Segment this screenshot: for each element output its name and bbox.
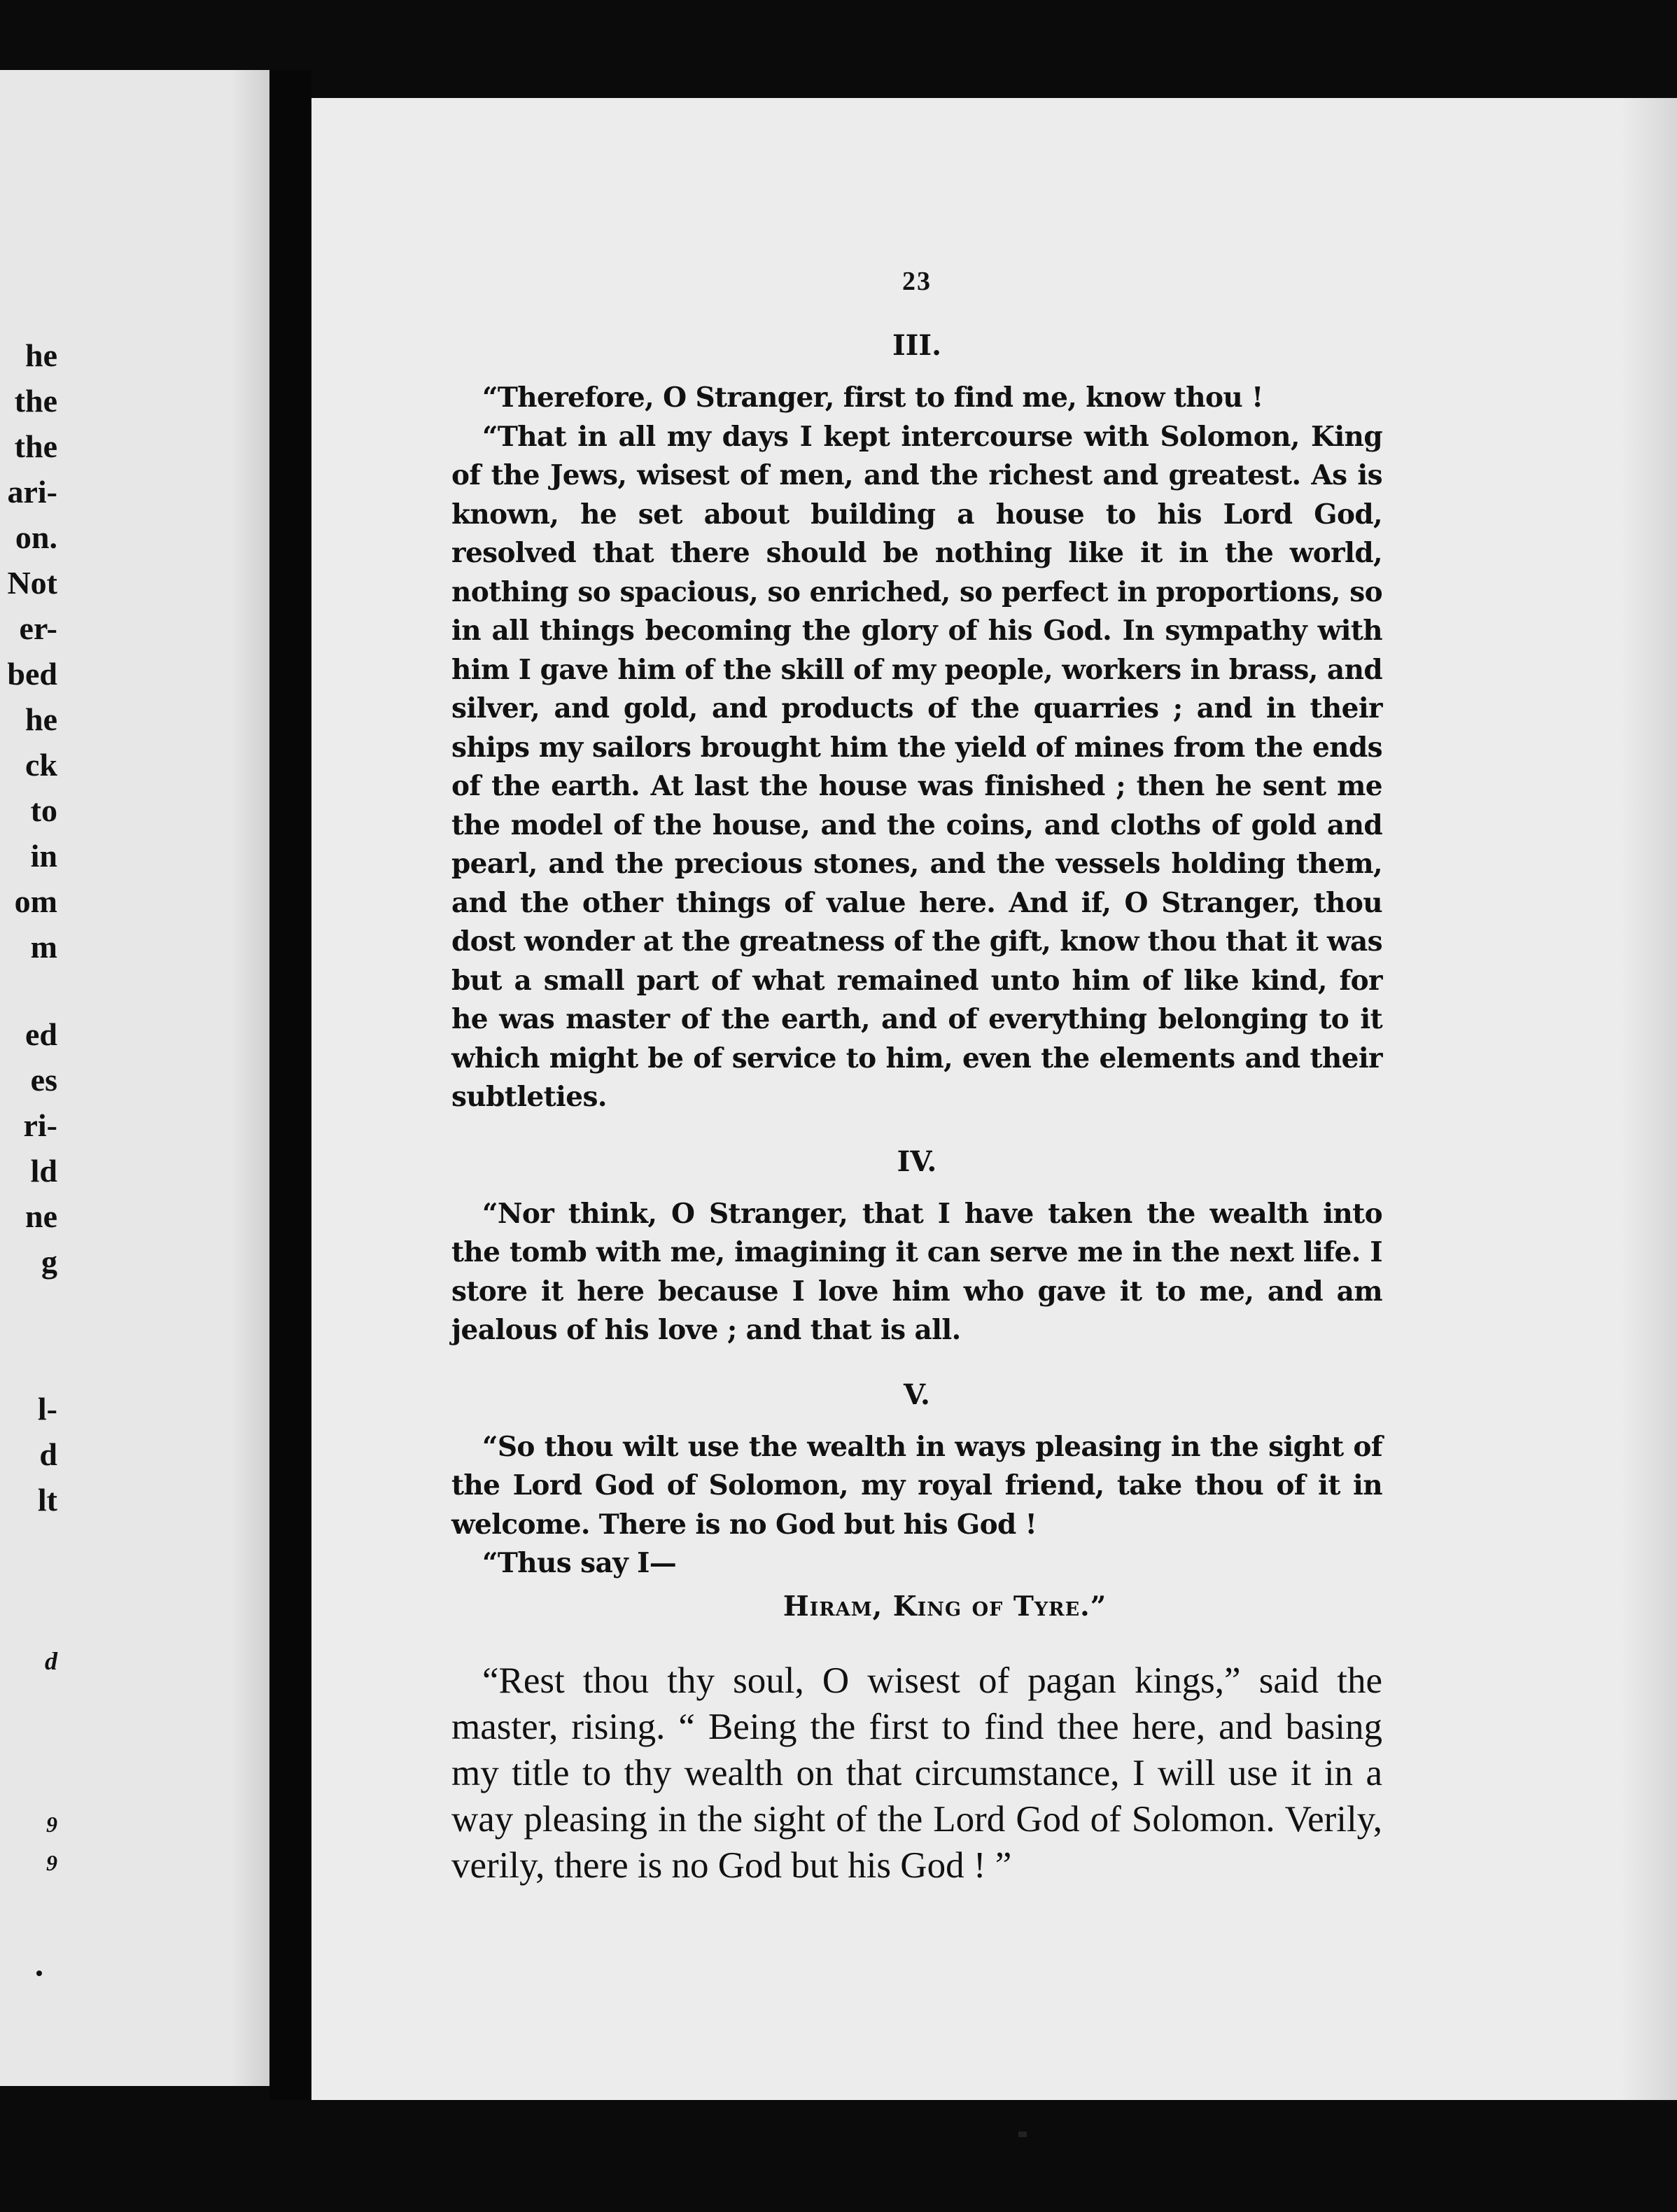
page-number: 23 <box>902 267 932 296</box>
left-page-text-fragments <box>0 70 269 2086</box>
left-fragment: ck <box>25 747 57 783</box>
left-fragment: the <box>14 383 57 419</box>
left-fragment: on. <box>15 519 57 555</box>
left-fragment: m <box>30 929 57 965</box>
left-fragment: 9 <box>46 1812 57 1837</box>
left-facing-page <box>0 70 269 2086</box>
paragraph: “That in all my days I kept intercourse with Solomon, King of the Jews, wisest of men, and the richest and greatest. As is known, he set about building a house to his Lord God, resolved that there should be nothing like it in the world, nothing so spacious, so enriched, so perfect in proportions, so in all things becoming the glory of his God. In sympathy with him I gave him of the skill of my people, workers in brass, and silver, and gold, and products of the quarries ; and in their ships my sailors brought him the yield of mines from the ends of the earth. At last the house was finished ; then he sent me the model of the house, and the coins, and cloths of gold and pearl, and the precious stones, and the vessels holding them, and the other things of value here. And if, O Stranger, thou dost wonder at the greatness of the gift, know thou that it was but a small part of what remained unto him of like kind, for he was master of the earth, and of everything belonging to it which might be of service to him, even the elements and their subtleties. <box>451 420 1382 1113</box>
left-fragment: er- <box>19 610 57 646</box>
paragraph: “So thou wilt use the wealth in ways pleasing in the sight of the Lord God of Solomon, my royal friend, take thou of it in welcome. There is no God but his God ! <box>451 1430 1382 1541</box>
section-body <box>451 1195 1382 1350</box>
left-fragment: d <box>45 1647 57 1675</box>
section-heading: V. <box>904 1378 930 1411</box>
left-fragment: ld <box>30 1153 57 1189</box>
right-page <box>311 98 1677 2100</box>
left-fragment: Not <box>7 565 57 601</box>
left-fragment: d <box>39 1436 57 1472</box>
section-iii <box>451 329 1382 1117</box>
signature: Hiram, King of Tyre.” <box>783 1590 1107 1623</box>
left-fragment: es <box>30 1062 57 1098</box>
left-fragment: ri- <box>23 1107 57 1143</box>
left-fragment: he <box>25 701 57 737</box>
section-v <box>451 1378 1382 1583</box>
left-fragment: g <box>41 1244 57 1280</box>
left-fragment: lt <box>37 1482 57 1518</box>
left-fragment: bed <box>7 656 57 692</box>
section-heading: III. <box>892 329 942 362</box>
left-fragment: 9 <box>46 1850 57 1875</box>
section-body <box>451 1428 1382 1583</box>
page-content <box>451 266 1382 1889</box>
paragraph: “Rest thou thy soul, O wisest of pagan kings,” said the master, rising. “ Being the first to find thee here, and basing my title to thy wealth on that circumstance, I will use it in a way pleasing in the sight of the Lord God of Solomon. Verily, verily, there is no God but his God ! ” <box>451 1660 1382 1886</box>
left-fragment: he <box>25 337 57 373</box>
left-fragment: om <box>14 883 57 919</box>
left-fragment: ne <box>25 1198 57 1234</box>
right-page-edge-shadow <box>1621 98 1677 2100</box>
section-body <box>451 379 1382 1117</box>
left-fragment: ed <box>25 1016 57 1052</box>
paragraph: “Therefore, O Stranger, first to find me, know thou ! <box>482 382 1263 414</box>
left-fragment: in <box>30 838 57 874</box>
left-fragment: to <box>30 792 57 828</box>
left-fragment: l- <box>37 1391 57 1427</box>
left-page-gutter-shadow <box>231 70 269 2086</box>
book-spine-gutter <box>269 70 311 2100</box>
left-fragment: the <box>14 428 57 464</box>
closing-passage <box>451 1658 1382 1889</box>
section-heading: IV. <box>897 1144 937 1178</box>
section-iv <box>451 1145 1382 1350</box>
left-fragment: ari- <box>7 474 57 510</box>
ink-dot <box>36 1970 42 1976</box>
paragraph: “Nor think, O Stranger, that I have taken the wealth into the tomb with me, imagining it can serve me in the next life. I store it here because I love him who gave it to me, and am jealous of his love ; and that is all. <box>451 1197 1382 1346</box>
paragraph: “Thus say I— <box>482 1547 677 1579</box>
ink-mark <box>1018 2132 1027 2137</box>
